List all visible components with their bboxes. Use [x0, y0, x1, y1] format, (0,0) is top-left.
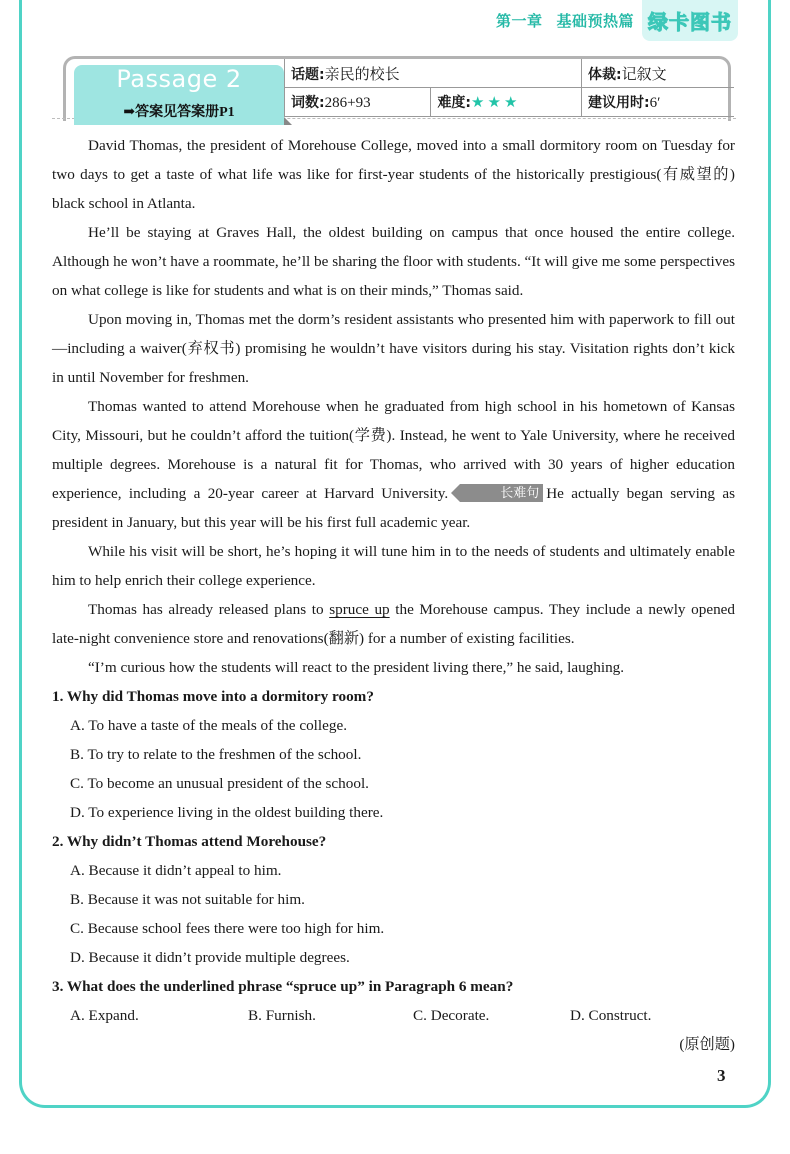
paragraph-4: Thomas wanted to attend Morehouse when he graduated from high school in his hometown of Kansas City, Missouri, but he couldn’t afford the tuition(学费). Instead, he went to Yale University, where he received multiple degrees. Morehouse is a natural fit for Thomas, who arrived with 30 years of higher education experience, including a 20-year career at Harvard University. 长难句 He actually began serving as president in January, but this year will be his first full academic year. — [52, 398, 735, 531]
passage-title: Passage 2 — [116, 65, 242, 93]
word-count-cell: 词数:286+93 — [285, 88, 431, 117]
section-label: 基础预热篇 — [556, 12, 635, 30]
passage-body — [52, 131, 735, 1059]
question-3-option-d: D. Construct. — [570, 1007, 652, 1024]
long-sentence-tag: 长难句 — [460, 484, 543, 502]
paragraph-6: Thomas has already released plans to spruce up the Morehouse campus. They include a newly opened late-night convenience store and renovations(翻新) for a number of existing facilities. — [52, 601, 736, 647]
question-3-option-b: B. Furnish. — [248, 1007, 316, 1024]
topic-cell: 话题:亲民的校长 — [285, 59, 582, 88]
passage-meta-table — [284, 59, 734, 117]
brand-logo — [642, 0, 738, 41]
question-2-stem: 2. Why didn’t Thomas attend Morehouse? — [52, 833, 327, 850]
question-3-option-c: C. Decorate. — [413, 1007, 490, 1024]
chapter-header — [496, 10, 648, 31]
tag-corner — [284, 117, 292, 125]
question-1-option-a: A. To have a taste of the meals of the college. — [70, 717, 347, 734]
paragraph-5: While his visit will be short, he’s hoping it will tune him in to the needs of students and ultimately enable him to help enrich their college experience. — [52, 543, 735, 589]
question-1-stem: 1. Why did Thomas move into a dormitory room? — [52, 688, 374, 705]
difficulty-cell: 难度:★★★ — [431, 88, 582, 117]
passage-tag — [74, 65, 284, 125]
question-3-option-a: A. Expand. — [70, 1007, 139, 1024]
question-2-option-a: A. Because it didn’t appeal to him. — [70, 862, 282, 879]
paragraph-7: “I’m curious how the students will react to the president living there,” he said, laughing. — [88, 659, 625, 676]
question-2-option-b: B. Because it was not suitable for him. — [70, 891, 305, 908]
paragraph-3: Upon moving in, Thomas met the dorm’s resident assistants who presented him with paperwork to fill out—including a waiver(弃权书) promising he wouldn’t have visitors during his stay. Visitation rights don’t kick in until November for freshmen. — [52, 311, 735, 386]
time-cell: 建议用时:6′ — [582, 88, 735, 117]
underlined-phrase: spruce up — [329, 601, 390, 618]
answer-reference: ➡答案见答案册P1 — [123, 105, 235, 120]
question-1-option-b: B. To try to relate to the freshmen of the school. — [70, 746, 362, 763]
brand-text: 绿卡图书 — [648, 10, 732, 34]
question-1-option-d: D. To experience living in the oldest building there. — [70, 804, 384, 821]
question-2-option-c: C. Because school fees there were too high for him. — [70, 920, 385, 937]
genre-cell: 体裁:记叙文 — [582, 59, 735, 88]
question-2-option-d: D. Because it didn’t provide multiple degrees. — [70, 949, 350, 966]
question-3-stem: 3. What does the underlined phrase “spruce up” in Paragraph 6 mean? — [52, 978, 514, 995]
star-icons: ★★★ — [471, 95, 521, 111]
page-number: 3 — [717, 1066, 726, 1085]
chapter-label: 第一章 — [496, 12, 543, 30]
paragraph-1: David Thomas, the president of Morehouse College, moved into a small dormitory room on Tuesday for two days to get a taste of what life was like for first-year students of the historically prestigious(有威望的) black school in Atlanta. — [52, 137, 735, 212]
question-source: (原创题) — [679, 1036, 735, 1053]
question-1-option-c: C. To become an unusual president of the school. — [70, 775, 369, 792]
question-3-options — [52, 1001, 735, 1030]
paragraph-2: He’ll be staying at Graves Hall, the oldest building on campus that once housed the entire college. Although he won’t have a roommate, he’ll be sharing the floor with students. “It will give me some perspectives on what college is like for students and what is on their minds,” Thomas said. — [52, 224, 735, 299]
